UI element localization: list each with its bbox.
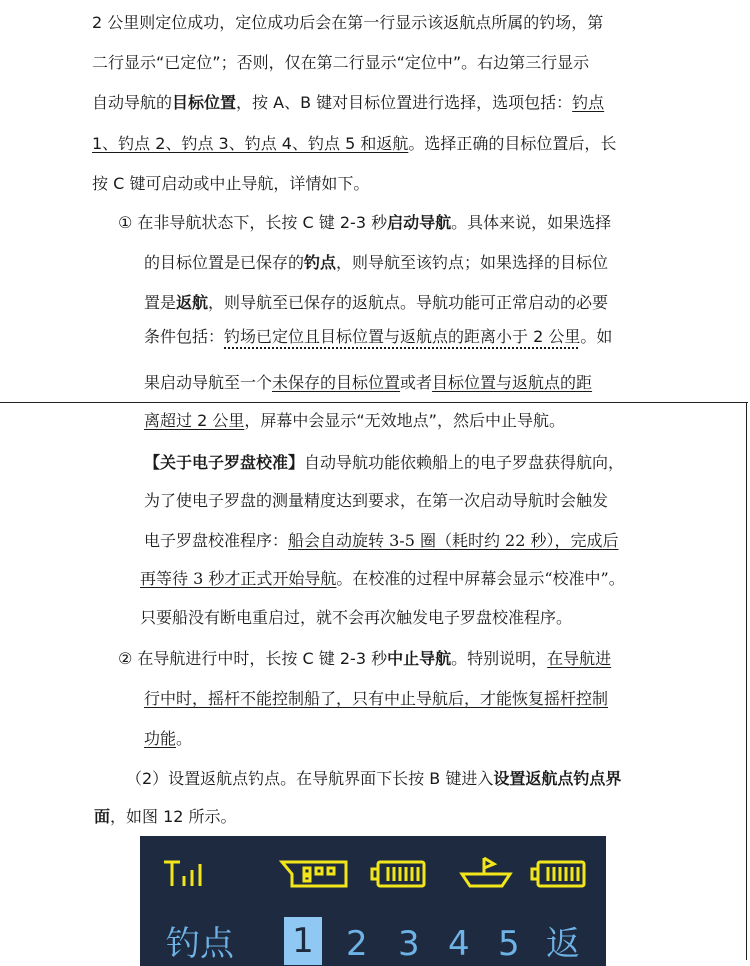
text-span: 自动导航功能依赖船上的电子罗盘获得航向，	[304, 453, 625, 472]
note-line-4	[140, 568, 625, 590]
text-span: 。选择正确的目标位置后，长	[408, 134, 617, 153]
item-2-line-3	[144, 728, 192, 750]
text-span: 自动导航的	[92, 93, 173, 112]
bold-term-settings-screen: 面	[94, 807, 111, 826]
note-line-2: 为了使电子罗盘的测量精度达到要求，在第一次启动导航时会触发	[144, 491, 609, 510]
dotted-emphasis-condition: 钓场已定位且目标位置与返航点的距离小于 2 公里	[224, 327, 581, 346]
text-span: 置是	[144, 293, 177, 312]
option-5[interactable]: 5	[498, 924, 520, 964]
text-span: 的目标位置是已保存的	[144, 253, 305, 272]
paragraph-1-line-5: 按 C 键可启动或中止导航，详情如下。	[92, 174, 370, 193]
text-span: 。具体来说，如果选择	[451, 213, 612, 232]
item-1-line-3	[144, 292, 608, 314]
item-1-line-5	[144, 372, 592, 394]
item-1-line-2	[144, 252, 608, 274]
underlined-joystick-note: 行中时，摇杆不能控制船了，只有中止导航后，才能恢复摇杆控制	[144, 689, 609, 708]
text-span: 。	[176, 729, 193, 748]
page-divider	[0, 402, 748, 403]
signal-icon	[164, 862, 200, 886]
bold-term-start-navigation: 启动导航	[387, 213, 452, 232]
item-2-line-2	[144, 688, 608, 710]
note-line-1	[144, 452, 624, 474]
item-1-line-4	[144, 326, 612, 348]
item-1-line-6	[144, 410, 565, 432]
bold-term-stop-navigation: 中止导航	[387, 649, 452, 668]
item-1-line-1	[118, 212, 611, 234]
text-span: ，按 A、B 键对目标位置进行选择，选项包括：	[236, 93, 573, 112]
battery-icon	[372, 862, 424, 886]
underlined-joystick-note: 功能	[144, 729, 177, 748]
text-span: ，屏幕中会显示“无效地点”，然后中止导航。	[244, 411, 565, 430]
paragraph-1-line-1: 2 公里则定位成功，定位成功后会在第一行显示该返航点所属的钓场，第	[92, 13, 604, 32]
underlined-joystick-note: 在导航进	[547, 649, 612, 668]
text-span: （2）设置返航点钓点。在导航界面下长按 B 键进入	[126, 769, 494, 788]
option-2[interactable]: 2	[346, 924, 368, 964]
text-span: ，则导航至该钓点；如果选择的目标位	[336, 253, 609, 272]
text-span: ① 在非导航状态下，长按 C 键 2-3 秒	[118, 213, 388, 232]
underlined-options: 1、钓点 2、钓点 3、钓点 4、钓点 5 和返航	[92, 134, 409, 153]
text-span: ，则导航至已保存的返航点。导航功能可正常启动的必要	[208, 293, 609, 312]
item-2-line-1	[118, 648, 611, 670]
paragraph-1-line-3	[92, 92, 604, 114]
text-span: 。在校准的过程中屏幕会显示“校准中”。	[336, 569, 625, 588]
option-3[interactable]: 3	[398, 924, 420, 964]
text-span: 果启动导航至一个	[144, 373, 273, 392]
bold-term-return: 返航	[176, 293, 209, 312]
paragraph-1-line-2: 二行显示“已定位”；否则，仅在第二行显示“定位中”。右边第三行显示	[92, 53, 590, 72]
text-span: 。特别说明，	[451, 649, 548, 668]
bold-term-target-position: 目标位置	[172, 93, 237, 112]
text-span: ② 在导航进行中时，长按 C 键 2-3 秒	[118, 649, 388, 668]
page-edge	[746, 402, 747, 960]
option-return[interactable]: 返	[546, 924, 580, 964]
controller-icon	[282, 862, 346, 886]
text-span: 条件包括：	[144, 327, 225, 346]
underlined-unsaved-target: 未保存的目标位置	[272, 373, 401, 392]
paragraph-1-line-4	[92, 133, 616, 155]
section-2-line-1	[126, 768, 621, 790]
note-line-5: 只要船没有断电重启过，就不会再次触发电子罗盘校准程序。	[140, 608, 573, 627]
underlined-distance: 目标位置与返航点的距	[432, 373, 593, 392]
text-span: 。如	[580, 327, 613, 346]
text-span: 电子罗盘校准程序：	[144, 531, 289, 550]
note-line-3	[144, 530, 619, 552]
boat-battery-icon	[532, 862, 584, 886]
note-heading: 【关于电子罗盘校准】	[144, 453, 305, 472]
underlined-options: 钓点	[572, 93, 605, 112]
underlined-rotation: 船会自动旋转 3-5 圈（耗时约 22 秒），完成后	[288, 531, 619, 550]
option-4[interactable]: 4	[448, 924, 470, 964]
bold-term-settings-screen: 设置返航点钓点界	[493, 769, 622, 788]
text-span: ，如图 12 所示。	[110, 807, 237, 826]
underlined-wait: 再等待 3 秒才正式开始导航	[140, 569, 337, 588]
selected-option[interactable]: 1	[292, 921, 314, 961]
underlined-distance: 离超过 2 公里	[144, 411, 245, 430]
display-label-fishing-spot: 钓点	[166, 924, 234, 964]
bold-term-fishing-spot: 钓点	[304, 253, 337, 272]
boat-icon	[462, 858, 510, 886]
section-2-line-2	[94, 806, 237, 828]
text-span: 或者	[400, 373, 433, 392]
